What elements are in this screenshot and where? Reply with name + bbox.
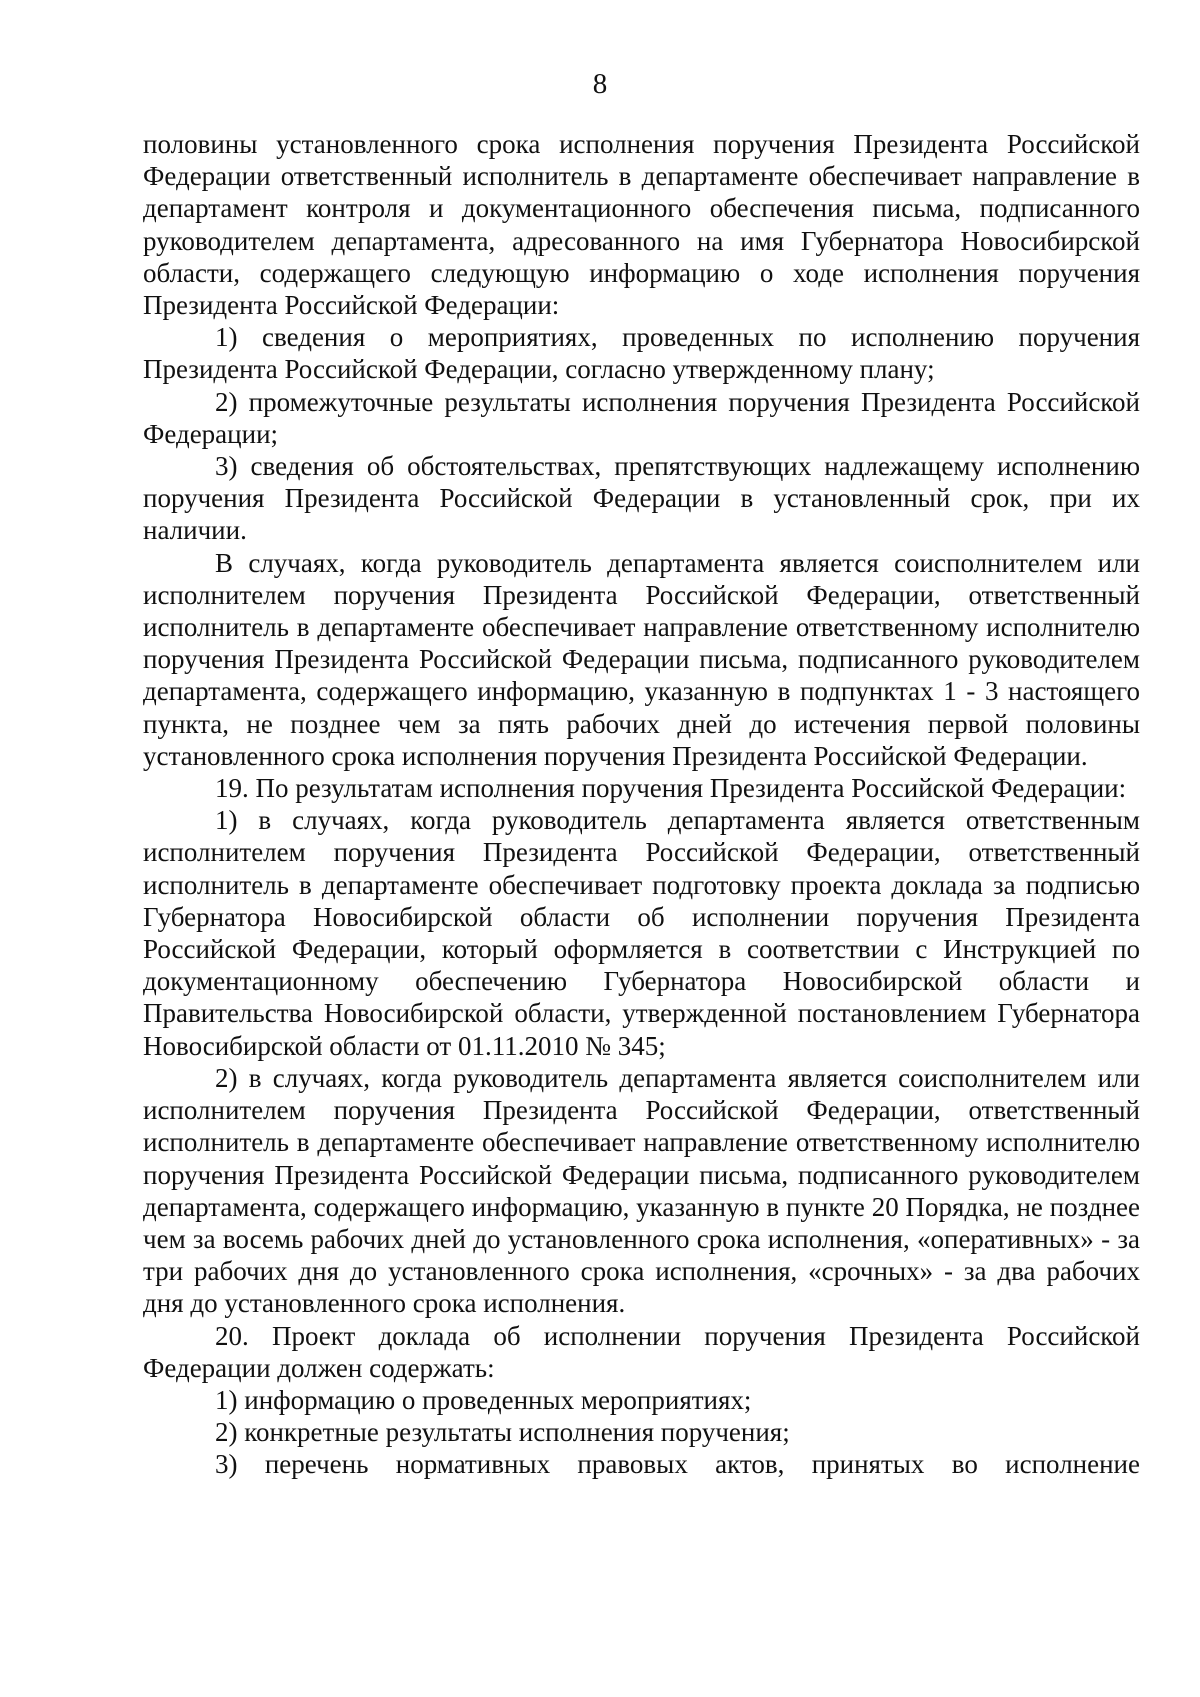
paragraph-section-19: 19. По результатам исполнения поручения Президента Российской Федерации: — [215, 773, 1127, 804]
paragraph-section-20-item-1: 1) информацию о проведенных мероприятиях; — [215, 1384, 752, 1415]
paragraph-item-3-obstacles: 3) сведения об обстоятельствах, препятствующих надлежащему исполнению поручения Президента Российской Федерации в установленный срок, при их наличии. — [143, 451, 1140, 546]
document-body — [143, 128, 1140, 1481]
page-number: 8 — [592, 68, 608, 100]
paragraph-coexecutor-case: В случаях, когда руководитель департамента является соисполнителем или исполнителем поручения Президента Российской Федерации, ответственный исполнитель в департаменте обеспечивает направление ответственному исполнителю поручения Президента Российской Федерации письма, подписанного руководителем департамента, содержащего информацию, указанную в подпунктах 1 - 3 настоящего пункта, не позднее чем за пять рабочих дней до истечения первой половины установленного срока исполнения поручения Президента Российской Федерации. — [143, 547, 1140, 771]
paragraph-section-19-item-1: 1) в случаях, когда руководитель департамента является ответственным исполнителем поручения Президента Российской Федерации, ответственный исполнитель в департаменте обеспечивает подготовку проекта доклада за подписью Губернатора Новосибирской области об исполнении поручения Президента Российской Федерации, который оформляется в соответствии с Инструкцией по документационному обеспечению Губернатора Новосибирской области и Правительства Новосибирской области, утвержденной постановлением Губернатора Новосибирской области от 01.11.2010 № 345; — [143, 805, 1140, 1061]
paragraph-continuation: половины установленного срока исполнения поручения Президента Российской Федерации ответственный исполнитель в департаменте обеспечивает направление в департамент контроля и документационного обеспечения письма, подписанного руководителем департамента, адресованного на имя Губернатора Новосибирской области, содержащего следующую информацию о ходе исполнения поручения Президента Российской Федерации: — [143, 129, 1140, 321]
paragraph-item-2-intermediate-results: 2) промежуточные результаты исполнения поручения Президента Российской Федерации; — [143, 386, 1140, 449]
paragraph-item-1-measures: 1) сведения о мероприятиях, проведенных по исполнению поручения Президента Российской Федерации, согласно утвержденному плану; — [143, 322, 1140, 385]
paragraph-section-20-item-2: 2) конкретные результаты исполнения поручения; — [215, 1417, 790, 1448]
paragraph-section-19-item-2: 2) в случаях, когда руководитель департамента является соисполнителем или исполнителем поручения Президента Российской Федерации, ответственный исполнитель в департаменте обеспечивает направление ответственному исполнителю поручения Президента Российской Федерации письма, подписанного руководителем департамента, содержащего информацию, указанную в пункте 20 Порядка, не позднее чем за восемь рабочих дней до установленного срока исполнения, «оперативных» - за три рабочих дня до установленного срока исполнения, «срочных» - за два рабочих дня до установленного срока исполнения. — [143, 1062, 1140, 1319]
paragraph-section-20-item-3: 3) перечень нормативных правовых актов, принятых во исполнение — [215, 1449, 1140, 1480]
paragraph-section-20: 20. Проект доклада об исполнении поручения Президента Российской Федерации должен содержать: — [143, 1320, 1140, 1383]
